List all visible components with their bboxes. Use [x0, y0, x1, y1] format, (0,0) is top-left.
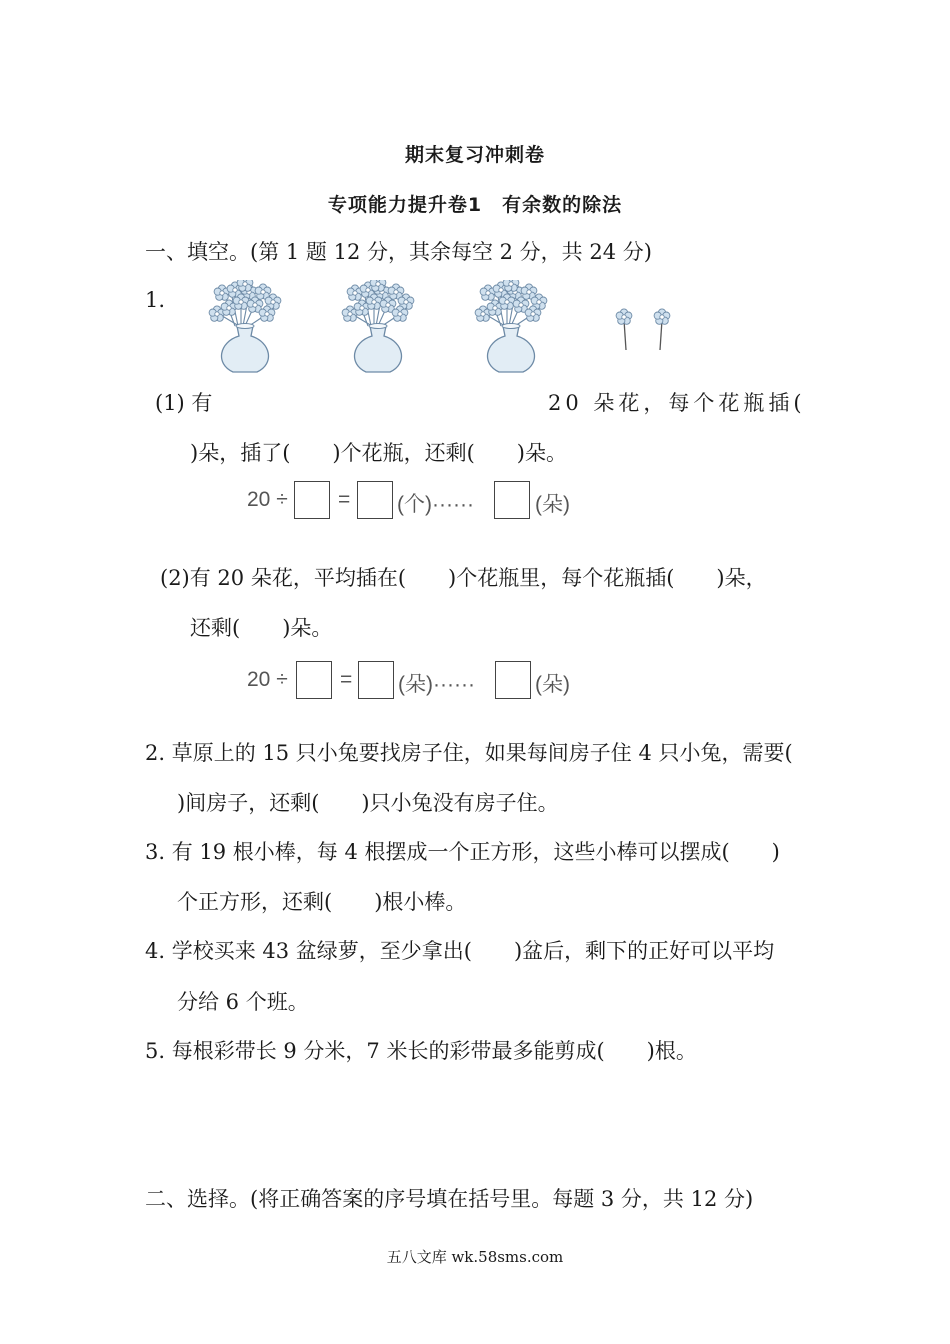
section-1-heading: 一、填空。(第 1 题 12 分，其余每空 2 分，共 24 分) — [145, 240, 652, 264]
loose-flower-icon — [616, 309, 632, 350]
question-4-line1: 4. 学校买来 43 盆绿萝，至少拿出( )盆后，剩下的正好可以平均 — [145, 939, 775, 963]
q1-part2-line1: (2)有 20 朵花，平均插在( )个花瓶里，每个花瓶插( )朵， — [160, 566, 767, 590]
q1-part2-eq-unit1: (朵)······ — [398, 673, 475, 696]
question-5-line1: 5. 每根彩带长 9 分米，7 米长的彩带最多能剪成( )根。 — [145, 1039, 697, 1063]
question-3-line2: 个正方形，还剩( )根小棒。 — [177, 890, 467, 914]
question-2-line1: 2. 草原上的 15 只小兔要找房子住，如果每间房子住 4 只小兔，需要( — [145, 741, 793, 765]
question-2-line2: )间房子，还剩( )只小兔没有房子住。 — [177, 791, 559, 815]
question-1-number: 1. — [145, 288, 166, 312]
flower-vase-icon — [475, 280, 547, 372]
answer-box[interactable] — [358, 661, 394, 699]
loose-flower-icon — [654, 309, 670, 350]
question-4-line2: 分给 6 个班。 — [177, 990, 309, 1014]
q1-part1-eq-unit2: (朵) — [535, 493, 570, 516]
section-2-heading: 二、选择。(将正确答案的序号填在括号里。每题 3 分，共 12 分) — [145, 1187, 754, 1211]
question-3-line1: 3. 有 19 根小棒，每 4 根摆成一个正方形，这些小棒可以摆成( ) — [145, 840, 780, 864]
q1-part1-line2: )朵，插了( )个花瓶，还剩( )朵。 — [190, 441, 567, 465]
q1-part1-line1-right: 20 朵花，每个花瓶插( — [548, 391, 806, 415]
q1-part2-line2: 还剩( )朵。 — [190, 616, 333, 640]
q1-part1-eq-start: 20 ÷ — [247, 488, 288, 511]
page-title: 期末复习冲刺卷 — [404, 144, 545, 166]
answer-box[interactable] — [494, 481, 530, 519]
answer-box[interactable] — [296, 661, 332, 699]
answer-box[interactable] — [495, 661, 531, 699]
q1-part2-eq-unit2: (朵) — [535, 673, 570, 696]
footer-watermark: 五八文库 wk.58sms.com — [386, 1248, 564, 1266]
flower-vase-icon — [209, 280, 281, 372]
q1-part1-eq-equals: = — [338, 488, 351, 511]
flower-vase-icon — [342, 280, 414, 372]
q1-part2-eq-equals: = — [340, 668, 353, 691]
page-subtitle: 专项能力提升卷1 有余数的除法 — [327, 194, 623, 216]
q1-part1-line1-left: (1) 有 — [155, 391, 213, 415]
answer-box[interactable] — [357, 481, 393, 519]
answer-box[interactable] — [294, 481, 330, 519]
q1-part1-eq-unit1: (个)······ — [397, 493, 474, 516]
q1-part2-eq-start: 20 ÷ — [247, 668, 288, 691]
flower-vases-figure — [205, 280, 685, 380]
